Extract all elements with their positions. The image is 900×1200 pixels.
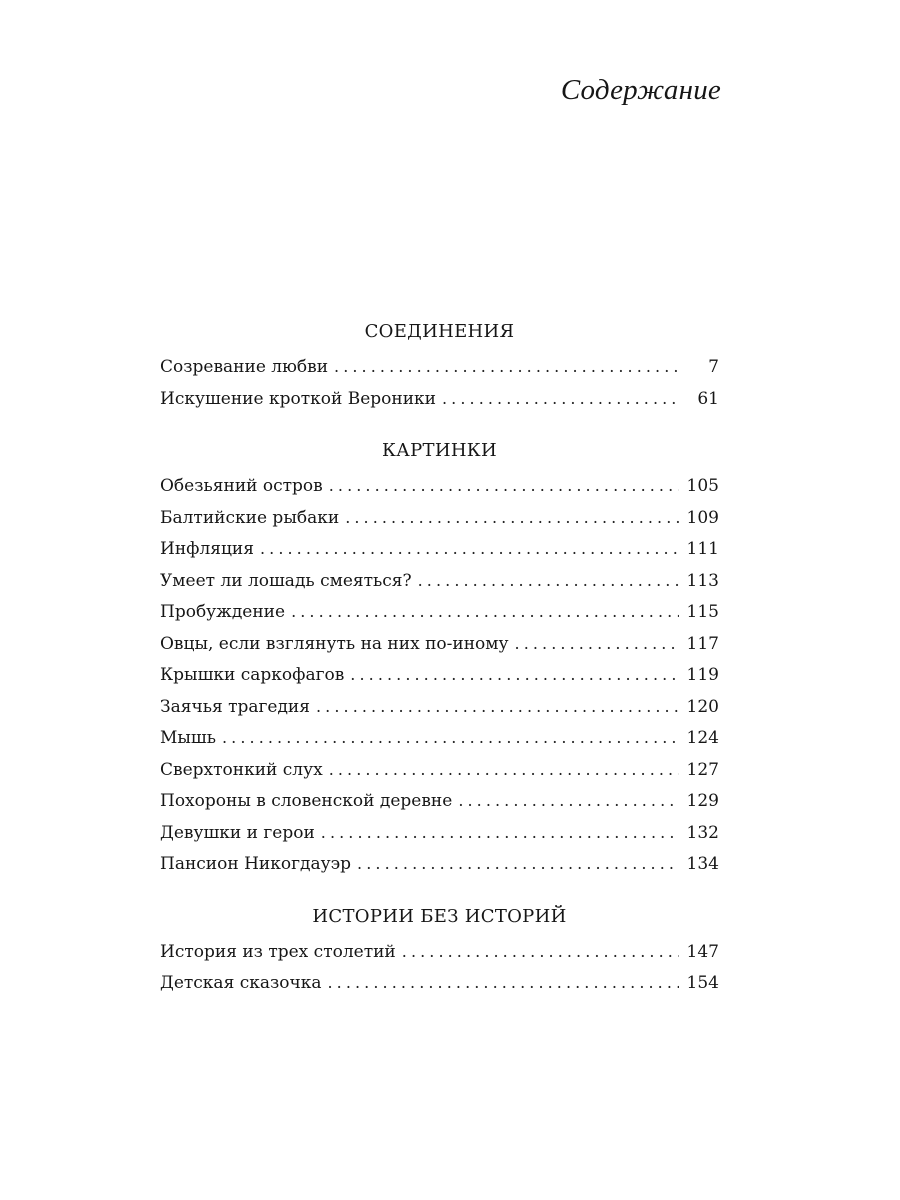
dot-leader — [329, 754, 679, 786]
dot-leader — [334, 351, 681, 383]
dot-leader — [260, 533, 679, 565]
dot-leader — [222, 722, 679, 754]
table-of-contents — [160, 316, 719, 999]
entry-page-number: 147 — [686, 941, 719, 962]
dot-leader — [418, 565, 679, 597]
toc-entry — [160, 565, 719, 597]
entry-page-number: 61 — [697, 388, 719, 409]
toc-entry — [160, 817, 719, 849]
entry-title: Сверхтонкий слух — [160, 759, 323, 780]
entry-title: Пробуждение — [160, 602, 286, 622]
toc-entry — [160, 502, 719, 534]
entry-title: Крышки саркофагов — [160, 665, 345, 685]
page-title: Содержание — [560, 74, 721, 106]
toc-entry — [160, 628, 719, 660]
entry-title: Девушки и герои — [160, 822, 315, 843]
toc-section-istorii-bez-istoriy — [160, 901, 719, 999]
entry-page-number: 119 — [686, 665, 719, 685]
dot-leader — [515, 628, 679, 660]
section-heading: СОЕДИНЕНИЯ — [364, 321, 515, 342]
entry-page-number: 105 — [686, 476, 719, 496]
entry-page-number: 120 — [686, 696, 719, 717]
entry-title: Пансион Никогдауэр — [160, 854, 352, 874]
dot-leader — [316, 691, 679, 723]
entry-title: Инфляция — [160, 539, 254, 559]
entry-page-number: 154 — [686, 973, 719, 993]
toc-entry — [160, 383, 719, 415]
entry-title: Искушение кроткой Вероники — [160, 388, 436, 409]
dot-leader — [402, 936, 679, 968]
entry-title: Похороны в словенской деревне — [160, 791, 453, 811]
toc-entry — [160, 659, 719, 691]
entry-page-number: 124 — [686, 728, 719, 748]
section-heading: ИСТОРИИ БЕЗ ИСТОРИЙ — [312, 905, 567, 927]
entry-page-number: 127 — [686, 759, 719, 780]
entry-page-number: 109 — [686, 507, 719, 528]
toc-entry — [160, 691, 719, 723]
dot-leader — [357, 848, 679, 880]
toc-entry — [160, 351, 719, 383]
toc-entry — [160, 848, 719, 880]
dot-leader — [329, 470, 679, 502]
entry-title: Балтийские рыбаки — [160, 507, 340, 528]
dot-leader — [321, 817, 679, 849]
entry-title: Мышь — [160, 728, 216, 748]
entry-title: Умеет ли лошадь смеяться? — [160, 570, 412, 591]
entry-page-number: 7 — [708, 357, 719, 377]
entry-page-number: 117 — [686, 633, 719, 654]
entry-title: Заячья трагедия — [160, 696, 310, 717]
toc-section-kartinki — [160, 435, 719, 880]
dot-leader — [350, 659, 678, 691]
toc-entry — [160, 470, 719, 502]
entry-page-number: 111 — [686, 539, 719, 559]
entry-page-number: 115 — [686, 602, 719, 622]
dot-leader — [291, 596, 678, 628]
entry-page-number: 132 — [686, 822, 719, 843]
toc-entry — [160, 533, 719, 565]
toc-entry — [160, 785, 719, 817]
toc-entry — [160, 936, 719, 968]
entry-page-number: 129 — [686, 791, 719, 811]
toc-entry — [160, 967, 719, 999]
entry-title: История из трех столетий — [160, 941, 396, 962]
dot-leader — [345, 502, 678, 534]
entry-title: Созревание любви — [160, 357, 329, 377]
dot-leader — [442, 383, 681, 415]
toc-entry — [160, 754, 719, 786]
toc-entry — [160, 596, 719, 628]
entry-title: Детская сказочка — [160, 973, 322, 993]
toc-section-soedineniya — [160, 316, 719, 414]
dot-leader — [458, 785, 678, 817]
section-heading: КАРТИНКИ — [381, 440, 498, 461]
toc-entry — [160, 722, 719, 754]
dot-leader — [327, 967, 678, 999]
entry-page-number: 134 — [686, 854, 719, 874]
entry-title: Обезьяний остров — [160, 476, 323, 496]
entry-title: Овцы, если взглянуть на них по-иному — [160, 633, 509, 654]
entry-page-number: 113 — [686, 570, 719, 591]
